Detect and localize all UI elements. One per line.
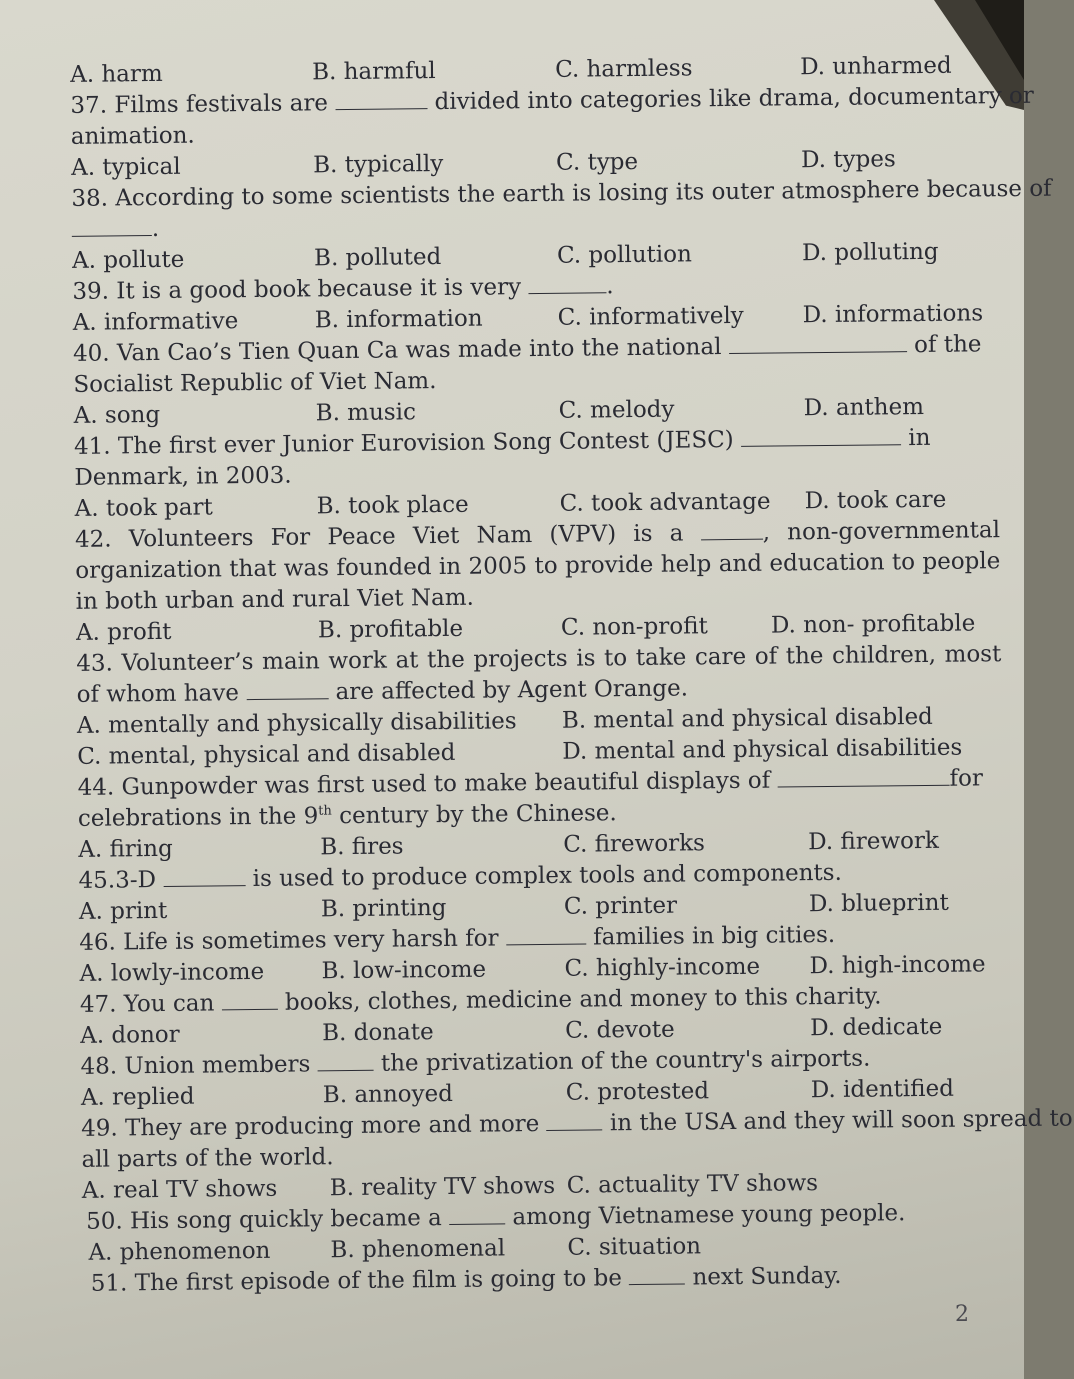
q37-option-b[interactable]: B. typically [312,150,444,179]
question-number: 44. [77,774,115,801]
q39-period: . [606,273,614,300]
q41-option-a[interactable]: A. took part [74,494,213,522]
question-number: 42. [74,526,112,553]
q40-option-d[interactable]: D. anthem [803,393,925,422]
q39-text: It is a good book because it is very [116,274,522,305]
q49-option-a[interactable]: A. real TV shows [81,1175,278,1204]
q39-option-d[interactable]: D. informations [802,300,984,329]
q38-option-d[interactable]: D. polluting [801,238,939,267]
q43-stem [66,639,1002,711]
q38-option-a[interactable]: A. pollute [71,246,185,274]
q48-option-c[interactable]: C. protested [565,1078,710,1106]
question-number: 45. [78,867,116,894]
q42-stem [65,515,1001,618]
q47-answer-blank[interactable] [222,989,278,1011]
q44-text-after: for [949,765,984,792]
q38-option-c[interactable]: C. pollution [556,241,692,269]
q41-text: The first ever Junior Eurovision Song Contest (JESC) [117,426,734,460]
q46-option-c[interactable]: C. highly-income [564,953,761,982]
q49-text: They are producing more and more [124,1111,540,1142]
q50-option-c[interactable]: C. situation [567,1233,702,1261]
question-number: 46. [79,929,116,956]
q46-text-after: families in big cities. [593,921,836,951]
question-number: 39. [72,278,110,305]
q36-option-a[interactable]: A. harm [70,60,163,88]
q45-answer-blank[interactable] [163,865,245,887]
q37-text-after: divided into categories like drama, documentary or [434,82,1034,116]
q40-option-a[interactable]: A. song [73,401,161,429]
question-number: 40. [72,340,110,367]
question-number: 41. [73,433,111,460]
question-number: 38. [71,185,109,212]
q46-text: Life is sometimes very harsh for [122,925,499,956]
q43-text: Volunteer’s main work at the projects is to take care of the children, most of whom have [76,641,1002,708]
question-number: 47. [79,991,117,1018]
q49-option-c[interactable]: C. actuality TV shows [566,1170,819,1199]
q48-option-d[interactable]: D. identified [810,1075,954,1104]
question-number: 50. [86,1208,123,1235]
question-number: 43. [76,650,114,677]
q42-option-d[interactable]: D. non- profitable [770,610,976,639]
q38-text: According to some scientists the earth is losing its outer atmosphere because of [115,175,1052,212]
q48-option-b[interactable]: B. annoyed [322,1080,454,1109]
q46-option-d[interactable]: D. high-income [809,951,986,980]
q43-answer-blank[interactable] [246,678,328,700]
q44-option-b[interactable]: B. fires [320,833,404,861]
q48-text: Union members [124,1051,311,1080]
q47-option-b[interactable]: B. donate [322,1019,434,1047]
q43-option-c[interactable]: C. mental, physical and disabled [77,739,456,770]
q38-period: . [151,215,160,243]
q41-answer-blank[interactable] [741,424,901,447]
q41-option-c[interactable]: C. took advantage [559,488,771,517]
q40-text-cont: Socialist Republic of Viet Nam. [73,368,437,398]
q41-text-after: in [908,424,931,452]
q43-text-after: are affected by Agent Orange. [335,675,689,706]
q38-answer-blank[interactable] [72,215,152,237]
q39-answer-blank[interactable] [528,272,606,294]
q44-answer-blank[interactable] [777,765,949,788]
q37-option-a[interactable]: A. typical [70,153,181,181]
question-number: 37. [70,92,108,119]
q49-text-cont: all parts of the world. [81,1144,334,1173]
ordinal-suffix: th [318,803,332,819]
q43-option-b[interactable]: B. mental and physical disabled [561,703,933,734]
q39-option-a[interactable]: A. informative [72,308,239,336]
question-number: 51. [90,1270,128,1297]
q36-option-c[interactable]: C. harmless [554,55,693,83]
q48-option-a[interactable]: A. replied [80,1083,195,1111]
q42-option-c[interactable]: C. non-profit [560,613,708,641]
q49-option-b[interactable]: B. reality TV shows [329,1172,556,1202]
q45-option-d[interactable]: D. blueprint [808,889,949,918]
q47-option-d[interactable]: D. dedicate [810,1013,943,1042]
q50-option-b[interactable]: B. phenomenal [330,1235,506,1264]
q50-text: His song quickly became a [129,1205,442,1235]
exercise-sheet [60,50,1073,1300]
q48-text-after: the privatization of the country's airports. [380,1045,871,1077]
question-number: 49. [81,1115,118,1142]
question-number: 48. [80,1053,118,1080]
q51-text: The first episode of the film is going to be [134,1265,623,1297]
q51-text-after: next Sunday. [692,1262,842,1291]
q44-text-cont: celebrations in the 9 [77,803,319,832]
q37-option-d[interactable]: D. types [800,146,896,174]
q43-option-d[interactable]: D. mental and physical disabilities [562,734,963,765]
q44-text: Gunpowder was first used to make beautiful displays of [121,767,771,801]
q42-option-b[interactable]: B. profitable [317,615,464,644]
q37-answer-blank[interactable] [335,88,427,110]
q38-option-b[interactable]: B. polluted [313,244,442,272]
q40-option-b[interactable]: B. music [315,399,417,427]
q44-option-c[interactable]: C. fireworks [563,830,705,858]
q47-text: You can [123,990,215,1018]
q37-text-cont: animation. [70,122,195,150]
q45-option-c[interactable]: C. printer [563,892,678,920]
q51-answer-blank[interactable] [629,1264,685,1286]
q41-option-b[interactable]: B. took place [316,491,469,520]
q36-option-b[interactable]: B. harmful [312,58,436,86]
q42-option-a[interactable]: A. profit [75,618,172,646]
q44-option-d[interactable]: D. firework [808,827,940,856]
q42-answer-blank[interactable] [701,519,763,541]
q50-answer-blank[interactable] [449,1203,505,1225]
q46-answer-blank[interactable] [506,924,586,946]
q45-text: 3-D [115,867,157,894]
q39-option-b[interactable]: B. information [314,305,483,334]
q42-text: Volunteers For Peace Viet Nam (VPV) is a [128,520,684,553]
q44-text-cont-end: century by the Chinese. [339,800,617,830]
q47-text-after: books, clothes, medicine and money to this charity. [284,983,882,1016]
q37-option-c[interactable]: C. type [555,148,639,176]
q40-text: Van Cao’s Tien Quan Ca was made into the national [116,334,722,367]
q46-option-b[interactable]: B. low-income [321,956,487,985]
q45-option-b[interactable]: B. printing [320,895,447,923]
q43-option-a[interactable]: A. mentally and physically disabilities [76,708,517,739]
q40-text-after: of the [913,331,982,359]
q36-option-d[interactable]: D. unharmed [799,52,952,81]
q44-option-a[interactable]: A. firing [78,835,173,863]
q50-option-a[interactable]: A. phenomenon [88,1237,271,1266]
q47-option-a[interactable]: A. donor [80,1021,180,1049]
q49-answer-blank[interactable] [547,1109,603,1131]
q42-text-after: , non-governmental organization that was founded in 2005 to provide help and education to people in both urban and rural Viet Nam. [75,517,1001,615]
q41-option-d[interactable]: D. took care [804,486,947,515]
q37-text: Films festivals are [114,90,329,119]
q46-option-a[interactable]: A. lowly-income [79,958,265,987]
q40-option-c[interactable]: C. melody [558,396,675,424]
q50-text-after: among Vietnamese young people. [512,1200,906,1231]
q39-option-c[interactable]: C. informatively [557,302,744,331]
q45-text-after: is used to produce complex tools and components. [252,859,842,893]
q45-option-a[interactable]: A. print [78,897,168,925]
q47-option-c[interactable]: C. devote [565,1016,675,1044]
q49-text-after: in the USA and they will soon spread to [609,1105,1073,1137]
q48-answer-blank[interactable] [317,1050,373,1072]
page-number: 2 [955,1302,969,1327]
q41-text-cont: Denmark, in 2003. [74,462,292,491]
q40-answer-blank[interactable] [729,331,907,354]
